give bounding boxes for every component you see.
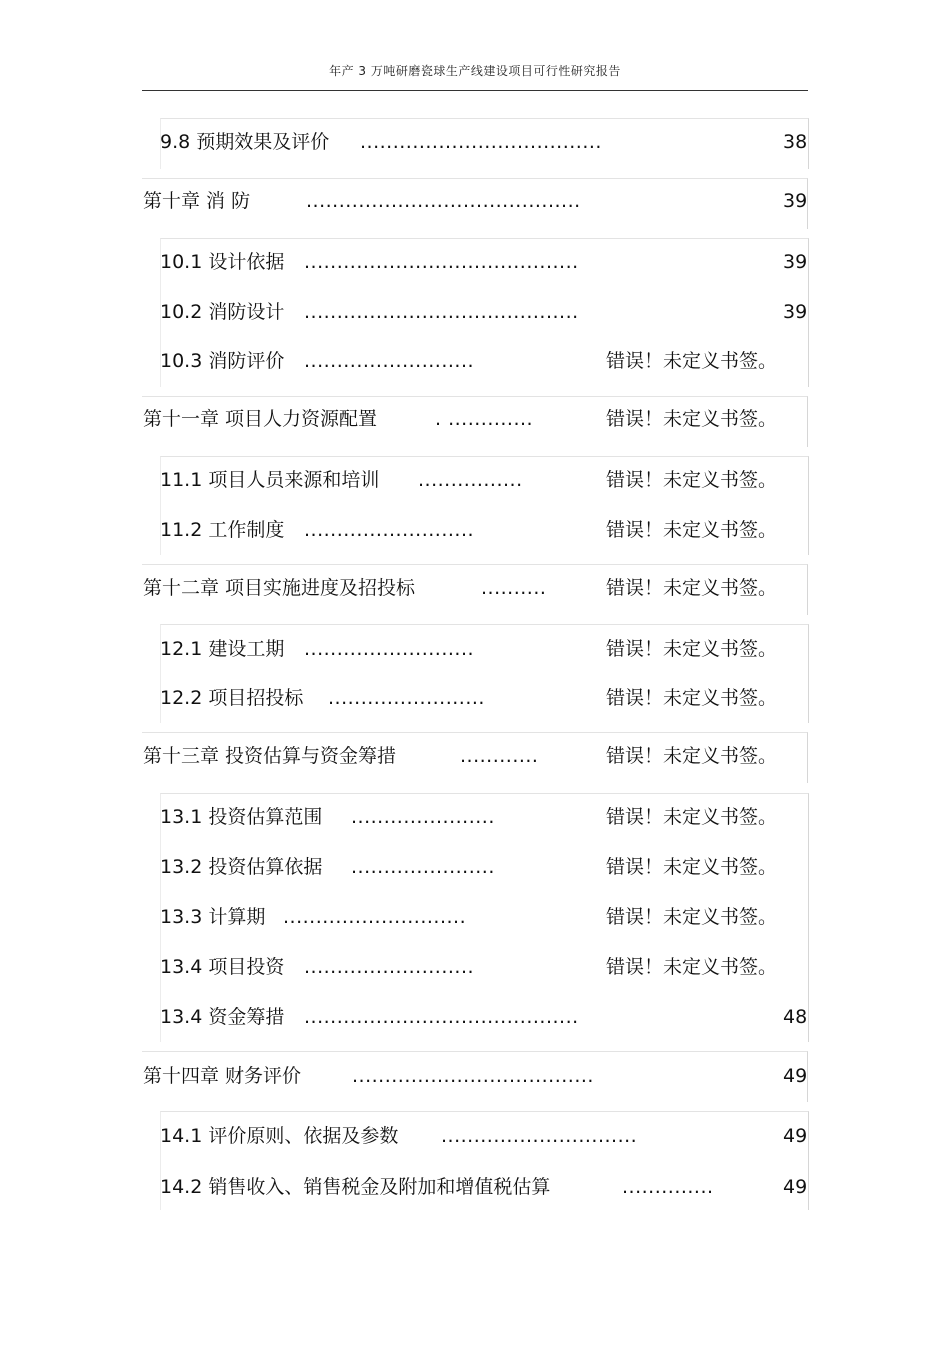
toc-page-number: 39 [783, 251, 808, 273]
toc-leader-dots: ...................... [351, 856, 495, 878]
toc-entry-label: 第十章 消 防 [143, 190, 251, 212]
toc-entry-label: 10.3 消防评价 [160, 350, 285, 372]
toc-leader-dots: ............................ [283, 906, 467, 928]
toc-leader-dots: .......................................... [306, 190, 581, 212]
toc-leader-dots: ........................ [328, 687, 485, 709]
toc-entry-label: 9.8 预期效果及评价 [160, 131, 330, 153]
toc-leader-dots: .......................... [304, 519, 475, 541]
running-header: 年产 3 万吨研磨瓷球生产线建设项目可行性研究报告 [329, 64, 621, 78]
toc-entry-label: 第十三章 投资估算与资金筹措 [143, 745, 397, 767]
toc-bookmark-error: 错误！未定义书签。 [606, 906, 778, 928]
toc-entry[interactable] [160, 515, 808, 545]
toc-entry[interactable] [160, 247, 808, 277]
toc-bookmark-error: 错误！未定义书签。 [606, 956, 778, 978]
toc-entry-label: 10.2 消防设计 [160, 301, 285, 323]
toc-leader-dots: .......................... [304, 350, 475, 372]
toc-entry[interactable] [160, 1002, 808, 1032]
toc-chapter-entry[interactable] [143, 186, 808, 216]
toc-entry[interactable] [160, 465, 808, 495]
toc-page-number: 39 [783, 301, 808, 323]
toc-entry[interactable] [160, 634, 808, 664]
toc-entry-label: 12.1 建设工期 [160, 638, 285, 660]
toc-entry[interactable] [160, 852, 808, 882]
toc-entry-label: 11.2 工作制度 [160, 519, 285, 541]
toc-leader-dots: ..................................... [352, 1065, 594, 1087]
toc-bookmark-error: 错误！未定义书签。 [606, 806, 778, 828]
toc-entry[interactable] [160, 1172, 808, 1202]
toc-leader-dots: .......................... [304, 638, 475, 660]
toc-leader-dots: .............................. [441, 1125, 638, 1147]
toc-chapter-entry[interactable] [143, 404, 808, 434]
toc-bookmark-error: 错误！未定义书签。 [606, 638, 778, 660]
toc-entry-label: 10.1 设计依据 [160, 251, 285, 273]
toc-entry[interactable] [160, 683, 808, 713]
toc-leader-dots: . ............. [435, 408, 534, 430]
toc-leader-dots: .......................................... [304, 1006, 579, 1028]
toc-page-number: 38 [783, 131, 808, 153]
toc-bookmark-error: 错误！未定义书签。 [606, 469, 778, 491]
toc-entry-label: 11.1 项目人员来源和培训 [160, 469, 380, 491]
toc-bookmark-error: 错误！未定义书签。 [606, 687, 778, 709]
toc-entry-label: 13.1 投资估算范围 [160, 806, 323, 828]
toc-page-number: 49 [783, 1125, 808, 1147]
toc-page-number: 48 [783, 1006, 808, 1028]
toc-entry[interactable] [160, 297, 808, 327]
toc-bookmark-error: 错误！未定义书签。 [606, 408, 778, 430]
toc-leader-dots: ...................... [351, 806, 495, 828]
toc-entry-label: 13.3 计算期 [160, 906, 266, 928]
toc-bookmark-error: 错误！未定义书签。 [606, 577, 778, 599]
toc-entry-label: 13.4 资金筹措 [160, 1006, 285, 1028]
toc-leader-dots: .......................... [304, 956, 475, 978]
toc-entry[interactable] [160, 346, 808, 376]
toc-entry[interactable] [160, 802, 808, 832]
toc-bookmark-error: 错误！未定义书签。 [606, 350, 778, 372]
toc-entry-label: 14.2 销售收入、销售税金及附加和增值税估算 [160, 1176, 551, 1198]
toc-entry-label: 第十四章 财务评价 [143, 1065, 302, 1087]
toc-entry-label: 13.2 投资估算依据 [160, 856, 323, 878]
toc-entry[interactable] [160, 952, 808, 982]
toc-entry[interactable] [160, 1121, 808, 1151]
toc-entry-label: 12.2 项目招投标 [160, 687, 304, 709]
toc-entry-label: 13.4 项目投资 [160, 956, 285, 978]
toc-entry[interactable] [160, 127, 808, 157]
toc-bookmark-error: 错误！未定义书签。 [606, 856, 778, 878]
toc-entry-label: 第十一章 项目人力资源配置 [143, 408, 378, 430]
toc-leader-dots: .......................................... [304, 251, 579, 273]
toc-entry-label: 14.1 评价原则、依据及参数 [160, 1125, 399, 1147]
toc-leader-dots: ..................................... [360, 131, 602, 153]
toc-page-number: 39 [783, 190, 808, 212]
toc-leader-dots: .......................................... [304, 301, 579, 323]
toc-chapter-entry[interactable] [143, 1061, 808, 1091]
toc-bookmark-error: 错误！未定义书签。 [606, 519, 778, 541]
toc-entry[interactable] [160, 902, 808, 932]
toc-page-number: 49 [783, 1065, 808, 1087]
toc-leader-dots: ............ [460, 745, 539, 767]
toc-entry-label: 第十二章 项目实施进度及招投标 [143, 577, 416, 599]
toc-page-number: 49 [783, 1176, 808, 1198]
toc-leader-dots: .......... [481, 577, 547, 599]
toc-bookmark-error: 错误！未定义书签。 [606, 745, 778, 767]
toc-chapter-entry[interactable] [143, 573, 808, 603]
toc-leader-dots: .............. [622, 1176, 714, 1198]
toc-chapter-entry[interactable] [143, 741, 808, 771]
toc-leader-dots: ................ [418, 469, 523, 491]
